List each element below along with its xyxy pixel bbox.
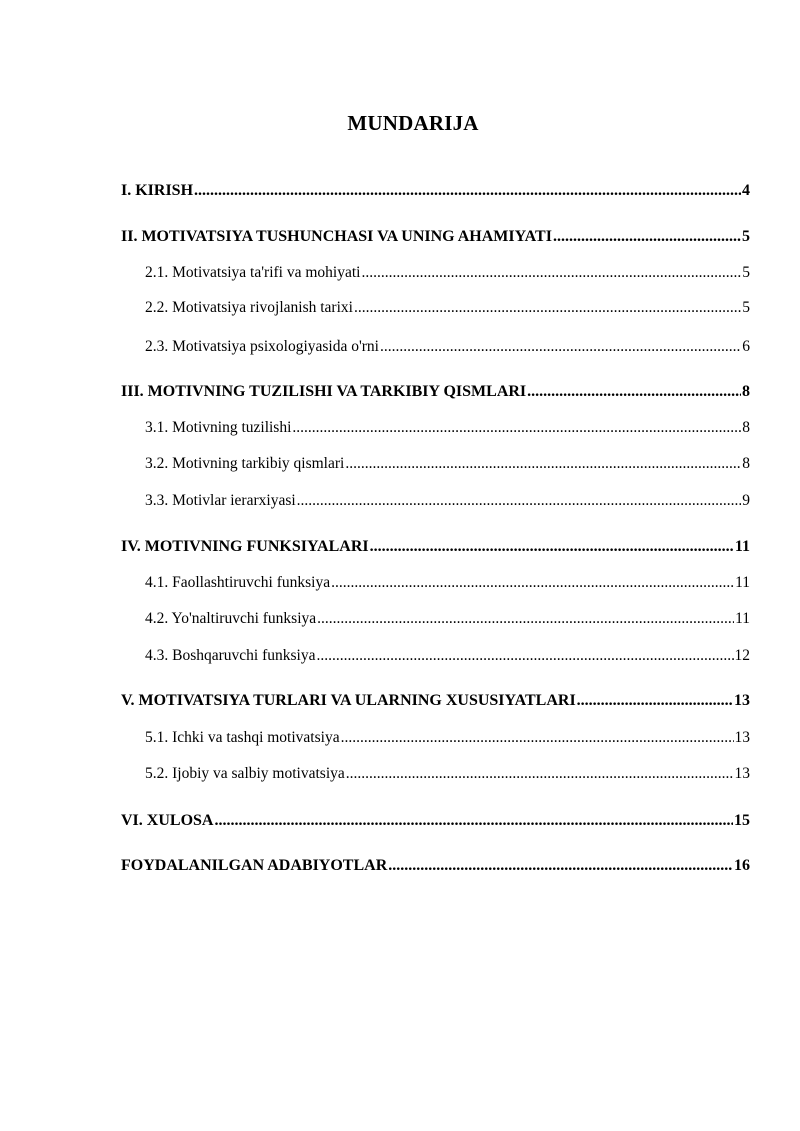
toc-entry-page: 12 bbox=[734, 647, 750, 664]
toc-entry-label: 3.3. Motivlar ierarxiyasi bbox=[145, 492, 296, 509]
toc-leader-dots bbox=[346, 763, 734, 785]
toc-entry-label: FOYDALANILGAN ADABIYOTLAR bbox=[121, 857, 388, 874]
toc-entry-page: 8 bbox=[742, 383, 750, 400]
toc-entry-label: 2.3. Motivatsiya psixologiyasida o'rni bbox=[145, 338, 379, 355]
toc-entry-label: 2.1. Motivatsiya ta'rifi va mohiyati bbox=[145, 264, 361, 281]
toc-leader-dots bbox=[361, 262, 741, 284]
toc-entry-page: 11 bbox=[735, 610, 750, 627]
toc-entry[interactable] bbox=[121, 180, 750, 202]
toc-entry-label: 5.1. Ichki va tashqi motivatsiya bbox=[145, 729, 340, 746]
toc-leader-dots bbox=[527, 381, 741, 403]
toc-entry-label: 2.2. Motivatsiya rivojlanish tarixi bbox=[145, 299, 353, 316]
toc-leader-dots bbox=[341, 727, 734, 749]
toc-entry-label: 4.1. Faollashtiruvchi funksiya bbox=[145, 574, 331, 591]
toc-entry-label: II. MOTIVATSIYA TUSHUNCHASI VA UNING AHAMIYATI bbox=[121, 228, 552, 245]
toc-entry-label: VI. XULOSA bbox=[121, 812, 214, 829]
toc-subentry[interactable] bbox=[145, 262, 750, 284]
toc-subentry[interactable] bbox=[145, 727, 750, 749]
toc-entry-label: 5.2. Ijobiy va salbiy motivatsiya bbox=[145, 765, 345, 782]
toc-entry-label: III. MOTIVNING TUZILISHI VA TARKIBIY QISMLARI bbox=[121, 383, 527, 400]
toc-entry-label: 4.3. Boshqaruvchi funksiya bbox=[145, 647, 316, 664]
toc-subentry[interactable] bbox=[145, 763, 750, 785]
toc-leader-dots bbox=[214, 810, 733, 832]
toc-entry[interactable] bbox=[121, 810, 750, 832]
toc-subentry[interactable] bbox=[145, 645, 750, 667]
toc-leader-dots bbox=[292, 417, 741, 439]
toc-leader-dots bbox=[194, 180, 741, 202]
toc-subentry[interactable] bbox=[145, 572, 750, 594]
toc-entry[interactable] bbox=[121, 855, 750, 877]
toc-leader-dots bbox=[317, 608, 734, 630]
toc-entry-page: 13 bbox=[734, 692, 750, 709]
toc-entry-label: I. KIRISH bbox=[121, 182, 194, 199]
toc-entry-page: 13 bbox=[734, 765, 750, 782]
toc-entry-page: 4 bbox=[742, 182, 750, 199]
toc-leader-dots bbox=[388, 855, 733, 877]
page-title: MUNDARIJA bbox=[347, 111, 479, 135]
toc-entry-label: 3.2. Motivning tarkibiy qismlari bbox=[145, 455, 345, 472]
toc-subentry[interactable] bbox=[145, 297, 750, 319]
toc-subentry[interactable] bbox=[145, 490, 750, 512]
toc-entry-page: 11 bbox=[735, 574, 750, 591]
toc-entry-page: 13 bbox=[734, 729, 750, 746]
toc-leader-dots bbox=[380, 336, 741, 358]
toc-entry[interactable] bbox=[121, 226, 750, 248]
toc-entry-page: 15 bbox=[734, 812, 750, 829]
toc-entry[interactable] bbox=[121, 690, 750, 712]
toc-entry-page: 6 bbox=[742, 338, 750, 355]
toc-leader-dots bbox=[354, 297, 741, 319]
toc-entry-page: 5 bbox=[742, 228, 750, 245]
toc-entry-page: 16 bbox=[734, 857, 750, 874]
toc-entry[interactable] bbox=[121, 381, 750, 403]
toc-subentry[interactable] bbox=[145, 608, 750, 630]
toc-leader-dots bbox=[370, 536, 734, 558]
toc-subentry[interactable] bbox=[145, 417, 750, 439]
toc-entry-page: 5 bbox=[742, 264, 750, 281]
toc-entry-label: 4.2. Yo'naltiruvchi funksiya bbox=[145, 610, 317, 627]
toc-leader-dots bbox=[577, 690, 733, 712]
toc-entry-page: 11 bbox=[734, 538, 750, 555]
toc-entry-page: 9 bbox=[742, 492, 750, 509]
toc-leader-dots bbox=[345, 453, 741, 475]
toc-entry-label: V. MOTIVATSIYA TURLARI VA ULARNING XUSUSIYATLARI bbox=[121, 692, 576, 709]
toc-subentry[interactable] bbox=[145, 336, 750, 358]
toc-leader-dots bbox=[297, 490, 742, 512]
toc-leader-dots bbox=[553, 226, 741, 248]
toc-entry-page: 5 bbox=[742, 299, 750, 316]
toc-entry-page: 8 bbox=[742, 419, 750, 436]
toc-entry[interactable] bbox=[121, 536, 750, 558]
toc-entry-label: IV. MOTIVNING FUNKSIYALARI bbox=[121, 538, 369, 555]
toc-entry-page: 8 bbox=[742, 455, 750, 472]
toc-subentry[interactable] bbox=[145, 453, 750, 475]
toc-leader-dots bbox=[316, 645, 733, 667]
toc-entry-label: 3.1. Motivning tuzilishi bbox=[145, 419, 292, 436]
toc-leader-dots bbox=[331, 572, 734, 594]
